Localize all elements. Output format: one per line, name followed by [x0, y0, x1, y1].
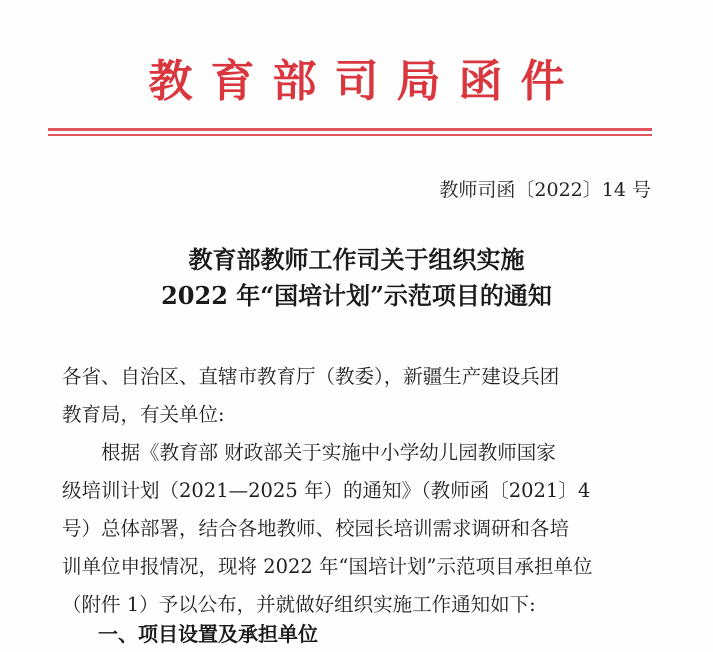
paragraph-line-2: 级培训计划（2021—2025 年）的通知》（教师函〔2021〕4 [62, 479, 591, 502]
letterhead-rule-thin [48, 134, 652, 136]
letterhead-title: 教育部司局函件 [148, 56, 583, 107]
paragraph-line-3: 号）总体部署，结合各地教师、校园长培训需求调研和各培 [62, 517, 570, 540]
letterhead-rule-thick [48, 128, 652, 131]
document-title-line-1: 教育部教师工作司关于组织实施 [188, 245, 525, 274]
salutation-line-2: 教育局，有关单位: [62, 403, 225, 426]
body-paragraph [62, 434, 658, 624]
paragraph-line-1: 根据《教育部 财政部关于实施中小学幼儿园教师国家 [101, 441, 556, 464]
salutation [62, 358, 658, 434]
paragraph-line-4: 训单位申报情况，现将 2022 年“国培计划”示范项目承担单位 [62, 555, 593, 578]
document-number: 教师司函〔2022〕14 号 [439, 179, 651, 201]
salutation-line-1: 各省、自治区、直辖市教育厅（教委），新疆生产建设兵团 [62, 365, 560, 388]
paragraph-line-5: （附件 1）予以公布，并就做好组织实施工作通知如下: [62, 593, 536, 616]
section-heading: 一、项目设置及承担单位 [98, 622, 318, 646]
document-title-line-2: 2022 年“国培计划”示范项目的通知 [161, 281, 552, 310]
document-title [0, 242, 713, 314]
